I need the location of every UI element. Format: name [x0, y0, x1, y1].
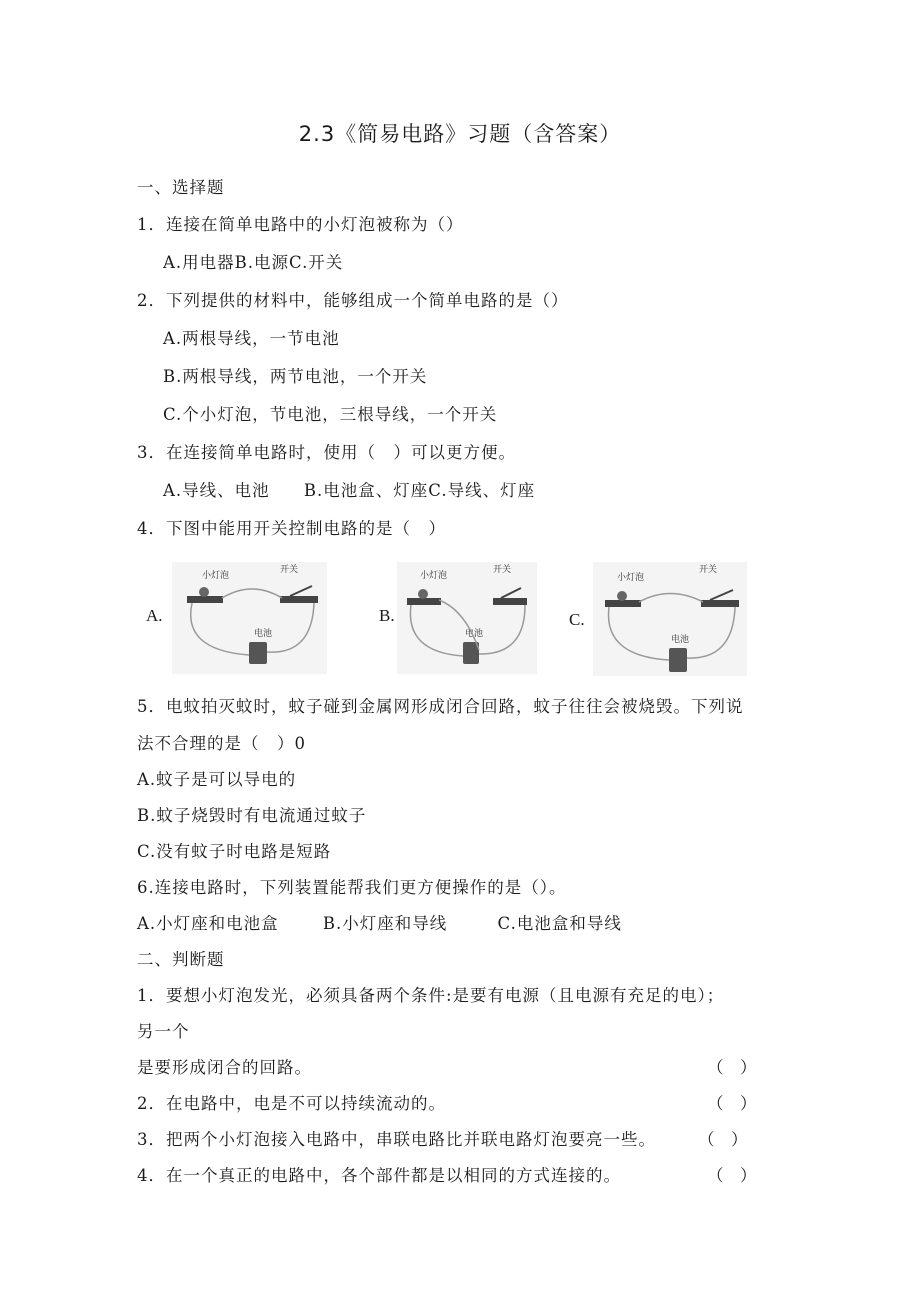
question-2-option-c: C.个小灯泡，节电池，三根导线，一个开关: [163, 405, 498, 424]
lamp-holder-c: [605, 600, 641, 607]
question-5-stem-line2: 法不合理的是（ ）0: [137, 734, 306, 753]
question-6-option-b: B.小灯座和导线: [322, 914, 448, 933]
question-6-options: [137, 910, 622, 934]
question-2-option-a: A.两根导线，一节电池: [163, 329, 340, 348]
judge-1-line3: 是要形成闭合的回路。: [137, 1058, 312, 1077]
question-3-option-a: A.导线、电池: [163, 481, 270, 500]
bulb-b: [418, 589, 428, 599]
question-3-stem: 3．在连接简单电路时，使用（ ）可以更方便。: [137, 443, 516, 462]
judge-1-line2: 另一个: [137, 1022, 190, 1041]
figure-c-letter: C.: [569, 610, 585, 629]
battery-label-c: 电池: [671, 635, 690, 645]
question-6-option-a: A.小灯座和电池盒: [137, 914, 279, 933]
switch-label-a: 开关: [280, 565, 299, 575]
bulb-label-c: 小灯泡: [617, 573, 645, 583]
section-heading-judge: 二、判断题: [137, 950, 225, 969]
switch-c: [701, 600, 739, 607]
judge-2-answer-blank: （ ）: [707, 1094, 757, 1113]
switch-b: [493, 598, 527, 605]
page-title: 2.3《简易电路》习题（含答案）: [298, 122, 622, 146]
circuit-figure-c: [565, 560, 750, 678]
battery-c: [669, 648, 687, 672]
battery-a: [249, 642, 267, 664]
switch-label-c: 开关: [699, 565, 718, 575]
switch-a: [280, 596, 318, 603]
battery-label-a: 电池: [254, 629, 273, 639]
question-1-options: A.用电器B.电源C.开关: [163, 253, 344, 272]
question-4-stem: 4．下图中能用开关控制电路的是（ ）: [137, 519, 446, 538]
circuit-diagram-b: [375, 560, 540, 678]
question-6-option-c: C.电池盒和导线: [497, 914, 622, 933]
circuit-figure-b: [375, 560, 540, 678]
question-6-stem: 6.连接电路时，下列装置能帮我们更方便操作的是（）。: [137, 878, 567, 897]
lamp-holder-a: [187, 596, 223, 603]
bulb-c: [617, 591, 627, 601]
bulb-label-b: 小灯泡: [420, 571, 448, 581]
figure-a-letter: A.: [146, 606, 163, 625]
judge-4-text: 4．在一个真正的电路中，各个部件都是以相同的方式连接的。: [137, 1166, 621, 1185]
figure-b-letter: B.: [379, 606, 395, 625]
section-heading-choice: 一、选择题: [137, 178, 225, 197]
judge-1-line1: 1．要想小灯泡发光，必须具备两个条件:是要有电源（且电源有充足的电）；: [137, 986, 725, 1005]
question-3-options: [163, 477, 535, 501]
judge-4-answer-blank: （ ）: [707, 1166, 757, 1185]
judge-3-text: 3．把两个小灯泡接入电路中，串联电路比并联电路灯泡要亮一些。: [137, 1130, 656, 1149]
question-2-stem: 2．下列提供的材料中，能够组成一个简单电路的是（）: [137, 291, 569, 310]
judge-3-answer-blank: （ ）: [698, 1130, 748, 1149]
judge-2-text: 2．在电路中，电是不可以持续流动的。: [137, 1094, 446, 1113]
switch-label-b: 开关: [493, 565, 512, 575]
judge-1-answer-blank: （ ）: [707, 1058, 757, 1077]
battery-label-b: 电池: [465, 629, 484, 639]
question-5-option-c: C.没有蚊子时电路是短路: [137, 842, 332, 861]
question-5-option-b: B.蚊子烧毁时有电流通过蚊子: [137, 806, 367, 825]
circuit-diagram-c: [565, 560, 750, 678]
lamp-holder-b: [407, 598, 441, 605]
bulb-a: [199, 587, 209, 597]
question-1-stem: 1．连接在简单电路中的小灯泡被称为（）: [137, 215, 464, 234]
bulb-label-a: 小灯泡: [202, 571, 230, 581]
circuit-figure-a: [142, 560, 332, 678]
circuit-diagram-a: [142, 560, 332, 678]
question-2-option-b: B.两根导线，两节电池，一个开关: [163, 367, 428, 386]
question-5-option-a: A.蚊子是可以导电的: [137, 770, 297, 789]
question-3-option-bc: B.电池盒、灯座C.导线、灯座: [303, 481, 536, 500]
question-5-stem-line1: 5．电蚊拍灭蚊时，蚊子碰到金属网形成闭合回路，蚊子往往会被烧毁。下列说: [137, 697, 744, 716]
